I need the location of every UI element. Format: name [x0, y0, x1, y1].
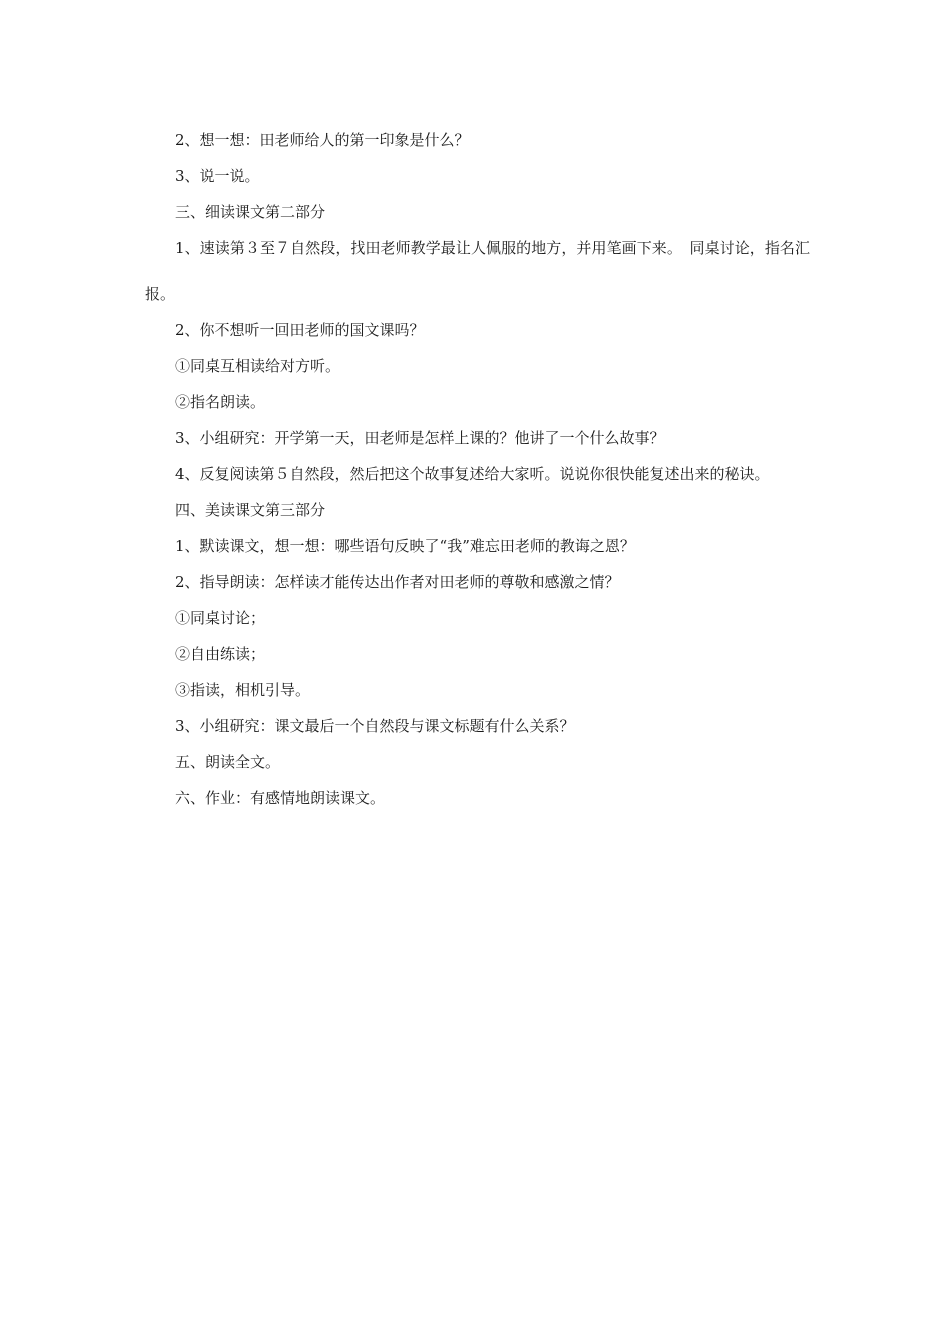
paragraph-silent-read: 1、默读课文，想一想：哪些语句反映了“我”难忘田老师的教诲之恩？	[175, 537, 635, 555]
list-item-guided-read: ③指读，相机引导。	[175, 681, 311, 699]
section-heading-read-full: 五、朗读全文。	[175, 753, 281, 771]
paragraph-retell-story: 4、反复阅读第５自然段，然后把这个故事复述给大家听。说说你很快能复述出来的秘诀。	[175, 465, 770, 483]
paragraph-think-impression: 2、想一想：田老师给人的第一印象是什么？	[175, 131, 470, 149]
paragraph-group-study-title: 3、小组研究：课文最后一个自然段与课文标题有什么关系？	[175, 717, 575, 735]
document-body	[145, 122, 810, 816]
list-item-named-read: ②指名朗读。	[175, 393, 266, 411]
list-item-partner-discuss: ①同桌讨论；	[175, 609, 266, 627]
paragraph-guided-reading: 2、指导朗读：怎样读才能传达出作者对田老师的尊敬和感激之情？	[175, 573, 620, 591]
paragraph-say: 3、说一说。	[175, 167, 260, 185]
paragraph-group-study-first-day: 3、小组研究：开学第一天，田老师是怎样上课的？他讲了一个什么故事？	[175, 429, 665, 447]
paragraph-speed-read: 1、速读第３至７自然段，找田老师教学最让人佩服的地方，并用笔画下来。 同桌讨论，指名汇报。	[145, 239, 810, 303]
list-item-partner-read: ①同桌互相读给对方听。	[175, 357, 341, 375]
section-heading-homework: 六、作业：有感情地朗读课文。	[175, 789, 386, 807]
list-item-free-practice: ②自由练读；	[175, 645, 266, 663]
section-heading-part-two: 三、细读课文第二部分	[175, 203, 326, 221]
section-heading-part-three: 四、美读课文第三部分	[175, 501, 326, 519]
paragraph-chinese-class: 2、你不想听一回田老师的国文课吗？	[175, 321, 425, 339]
